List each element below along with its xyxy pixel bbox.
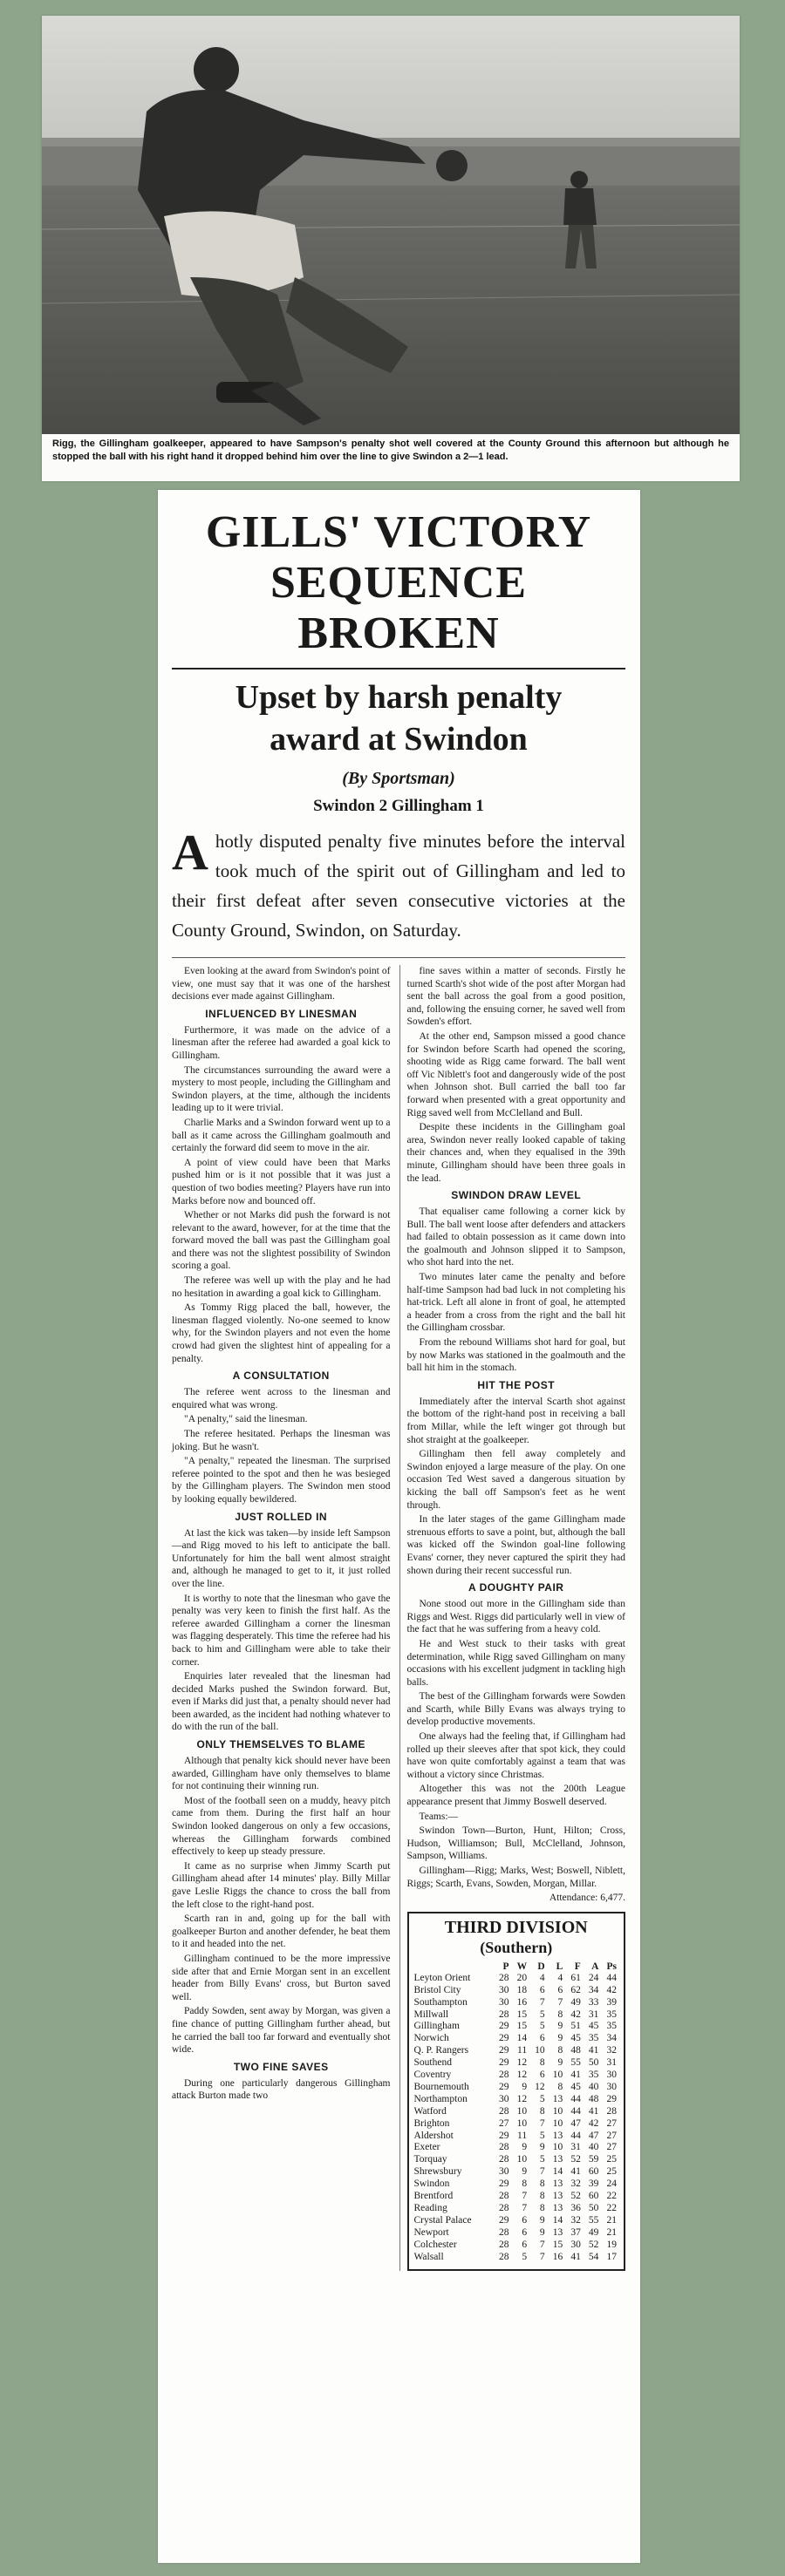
stat-cell: 28 <box>499 2251 509 2262</box>
stat-cell: 10 <box>552 2105 563 2117</box>
crosshead: A CONSULTATION <box>232 1370 330 1383</box>
headline <box>172 507 625 659</box>
stat-cell: 7 <box>539 2166 545 2178</box>
stat-cell: 8 <box>557 2081 563 2092</box>
stat-cell: 24 <box>606 2178 617 2190</box>
team-name-cell: Bristol City <box>413 1984 461 1995</box>
paragraph: The referee was well up with the play and he had no hesitation in awarding a goal kick to Gillingham. <box>172 1275 391 1299</box>
stat-cell: 7 <box>539 1996 545 2008</box>
stat-cell: 40 <box>588 2081 599 2092</box>
paragraph: Enquiries later revealed that the linesman had decided Marks pushed the Swindon forward. But, even if Marks did just that, a penalty should never had been awarded, as the incident had nothing whatever to do with the run of the ball. <box>172 1671 391 1733</box>
paragraph: fine saves within a matter of seconds. Firstly he turned Scarth's shot wide of the post after Morgan had sent the ball across the goal from a good position, and, following the ensuing corner, he saved well from Sowden's effort. <box>406 966 625 1028</box>
table-row <box>414 2178 619 2191</box>
stat-cell: 8 <box>539 2178 545 2190</box>
stat-cell: 44 <box>570 2105 581 2117</box>
stat-cell: 41 <box>570 2251 581 2262</box>
stat-cell: 32 <box>570 2178 581 2190</box>
table-row <box>414 2057 619 2070</box>
stat-cell: 5 <box>522 2251 528 2262</box>
stat-cell: 8 <box>557 2008 563 2020</box>
paragraph: Despite these incidents in the Gillingham goal area, Swindon never really looked capable of taking their chances and, when they equalised in the 39th minute, Gillingham should have been three goals in the lead. <box>406 1122 625 1184</box>
paragraph: The referee went across to the linesman and enquired what was wrong. <box>172 1387 391 1410</box>
stat-cell: 11 <box>517 2045 528 2056</box>
team-name-cell: Gillingham <box>413 2021 460 2032</box>
article-clipping <box>158 490 640 2563</box>
stat-cell: 15 <box>552 2239 563 2250</box>
team-name-cell: Brentford <box>413 2191 454 2202</box>
table-row <box>414 2191 619 2203</box>
stat-cell: 16 <box>516 1996 528 2008</box>
stat-cell: 45 <box>588 2021 599 2032</box>
paragraph: That equaliser came following a corner kick by Bull. The ball went loose after defenders and attackers had failed to obtain possession as it came down into the goalmouth and Johnson slipped it to Sampson, who shot hard into the net. <box>406 1206 625 1268</box>
stat-cell: 29 <box>499 2214 509 2226</box>
table-row <box>414 2203 619 2215</box>
team-name-cell: Colchester <box>413 2239 457 2250</box>
stat-cell: 29 <box>499 2021 509 2032</box>
paragraph: Most of the football seen on a muddy, heavy pitch came from them. During the first half an hour Swindon looked dangerous on only a few occasions, whereas the Gillingham forwards combined effectively to keep up steady pressure. <box>172 1795 391 1858</box>
stat-cell: 27 <box>499 2117 509 2129</box>
stat-cell: 13 <box>552 2191 563 2202</box>
column-header: D <box>537 1961 545 1972</box>
stat-cell: 25 <box>606 2166 617 2178</box>
stat-cell: 28 <box>499 2226 509 2238</box>
article-columns <box>172 957 625 2271</box>
team-name-cell: Brighton <box>413 2117 450 2129</box>
paragraph: It came as no surprise when Jimmy Scarth put Gillingham ahead after 14 minutes' play. Billy Millar gave Leslie Riggs the chance to cross the ball from the left close to the right-hand post. <box>172 1860 391 1910</box>
stat-cell: 4 <box>557 1972 563 1983</box>
team-name-cell: Swindon <box>413 2178 450 2190</box>
stat-cell: 13 <box>552 2130 563 2141</box>
crosshead: A DOUGHTY PAIR <box>468 1581 564 1594</box>
stat-cell: 44 <box>570 2093 581 2104</box>
stat-cell: 30 <box>606 2070 617 2081</box>
stat-cell: 13 <box>552 2093 563 2104</box>
stat-cell: 8 <box>539 2105 545 2117</box>
team-lineup-swindon: Swindon Town—Burton, Hunt, Hilton; Cross, Hudson, Williamson; Bull, McClelland, Johnson, Sampson, Williams. <box>406 1825 625 1862</box>
stat-cell: 20 <box>516 1972 528 1983</box>
drop-cap: A <box>172 824 208 880</box>
stat-cell: 28 <box>499 1972 509 1983</box>
league-table-header <box>414 1961 619 1973</box>
stat-cell: 8 <box>522 2178 528 2190</box>
team-name-cell: Crystal Palace <box>413 2214 472 2226</box>
crosshead: INFLUENCED BY LINESMAN <box>205 1007 358 1020</box>
stat-cell: 14 <box>516 2033 528 2044</box>
stat-cell: 7 <box>522 2191 528 2202</box>
stat-cell: 41 <box>588 2045 599 2056</box>
subheadline <box>172 676 625 760</box>
stat-cell: 29 <box>499 2033 509 2044</box>
paragraph: One always had the feeling that, if Gillingham had rolled up their sleeves after that spot kick, they could have won quite comfortably against a team that was without a victory since Christmas. <box>406 1731 625 1780</box>
stat-cell: 10 <box>516 2105 528 2117</box>
paragraph: Paddy Sowden, sent away by Morgan, was given a fine chance of putting Gillingham further ahead, but he carried the ball too far forward and eventually shot wide. <box>172 2006 391 2056</box>
stat-cell: 16 <box>552 2251 563 2262</box>
paragraph: In the later stages of the game Gillingham made strenuous efforts to save a point, but, although the ball was kicked off the Swindon goal-line following Evans' corner, they never captured the spirit they had shown during their recent successful run. <box>406 1514 625 1576</box>
stat-cell: 9 <box>522 2142 528 2153</box>
table-row <box>414 2166 619 2178</box>
stat-cell: 42 <box>606 1984 617 1995</box>
attendance: Attendance: 6,477. <box>549 1893 625 1904</box>
stat-cell: 7 <box>522 2203 528 2213</box>
stat-cell: 34 <box>588 1984 599 1995</box>
stat-cell: 42 <box>588 2117 599 2129</box>
table-row <box>414 2070 619 2082</box>
table-row <box>414 2240 619 2252</box>
league-table-box <box>407 1912 626 2271</box>
table-row <box>414 2252 619 2264</box>
stat-cell: 18 <box>516 1984 528 1995</box>
stat-cell: 28 <box>499 2154 509 2165</box>
stat-cell: 13 <box>552 2178 563 2190</box>
stat-cell: 45 <box>570 2033 581 2044</box>
stat-cell: 5 <box>539 2021 545 2032</box>
stat-cell: 22 <box>606 2191 617 2202</box>
paragraph: Gillingham then fell away completely and Swindon enjoyed a large measure of the play. On one occasion Ted West saved a dangerous situation by kicking the ball off Sampson's feet as he went through. <box>406 1449 625 1511</box>
stat-cell: 28 <box>499 2105 509 2117</box>
table-row <box>414 2106 619 2118</box>
paragraph: Whether or not Marks did push the forward is not relevant to the award, however, for at the time that the forward moved the ball was past the Gillingham goal and there was not the slightest possibility of Swindon scoring a goal. <box>172 1210 391 1272</box>
match-score: Swindon 2 Gillingham 1 <box>313 797 484 815</box>
table-row <box>414 2094 619 2106</box>
stat-cell: 39 <box>606 1996 617 2008</box>
team-name-cell: Shrewsbury <box>413 2166 462 2178</box>
team-name-cell: Southend <box>413 2057 452 2069</box>
paragraph: "A penalty," said the linesman. <box>184 1414 308 1425</box>
team-name-cell: Q. P. Rangers <box>413 2045 469 2056</box>
paragraph: Immediately after the interval Scarth shot against the bottom of the right-hand post in receiving a ball from Millar, while the left winger got through but shot straight at the goalkeeper. <box>406 1396 625 1445</box>
crosshead: ONLY THEMSELVES TO BLAME <box>196 1738 366 1751</box>
stat-cell: 52 <box>588 2239 599 2250</box>
stat-cell: 6 <box>522 2214 528 2226</box>
team-name-cell: Coventry <box>413 2070 452 2081</box>
team-name-cell: Millwall <box>413 2008 449 2020</box>
stat-cell: 60 <box>588 2191 599 2202</box>
stat-cell: 49 <box>570 1996 581 2008</box>
paragraph: As Tommy Rigg placed the ball, however, the linesman flagged violently. No-one seemed to know why, for the Swindon players and not even the home crowd had given the slightest hint of appealing for a penalty. <box>172 1302 391 1364</box>
paragraph: Altogether this was not the 200th League appearance present that Jimmy Boswell deserved. <box>406 1784 625 1808</box>
stat-cell: 28 <box>499 2191 509 2202</box>
stat-cell: 19 <box>606 2239 617 2250</box>
stat-cell: 59 <box>588 2154 599 2165</box>
stat-cell: 17 <box>606 2251 617 2262</box>
stat-cell: 4 <box>539 1972 545 1983</box>
stat-cell: 27 <box>606 2117 617 2129</box>
stat-cell: 6 <box>522 2239 528 2250</box>
lead-paragraph <box>172 826 625 945</box>
stat-cell: 48 <box>588 2093 599 2104</box>
league-table-title: THIRD DIVISION <box>444 1917 588 1937</box>
stat-cell: 7 <box>539 2117 545 2129</box>
team-name-cell: Torquay <box>413 2154 447 2165</box>
team-name-cell: Norwich <box>413 2033 449 2044</box>
stat-cell: 15 <box>516 2021 528 2032</box>
teams-label: Teams:— <box>419 1811 459 1822</box>
stat-cell: 55 <box>588 2214 599 2226</box>
table-row <box>414 2118 619 2131</box>
stat-cell: 5 <box>539 2130 545 2141</box>
stat-cell: 9 <box>557 2021 563 2032</box>
table-row <box>414 2082 619 2094</box>
table-row <box>414 2154 619 2166</box>
stat-cell: 21 <box>606 2226 617 2238</box>
paragraph: None stood out more in the Gillingham side than Riggs and West. Riggs did particularly well in view of the fact that he was suffering from a heavy cold. <box>406 1599 625 1635</box>
stat-cell: 28 <box>499 2239 509 2250</box>
stat-cell: 47 <box>588 2130 599 2141</box>
stat-cell: 10 <box>552 2142 563 2153</box>
stat-cell: 6 <box>522 2226 528 2238</box>
column-header: Ps <box>606 1961 617 1972</box>
table-row <box>414 2215 619 2227</box>
column-header <box>414 1961 493 1973</box>
stat-cell: 9 <box>522 2166 528 2178</box>
stat-cell: 32 <box>606 2045 617 2056</box>
table-row <box>414 2033 619 2045</box>
stat-cell: 21 <box>606 2214 617 2226</box>
stat-cell: 27 <box>606 2142 617 2153</box>
paragraph: Two minutes later came the penalty and before half-time Sampson had bad luck in not completing his hat-trick. Left all alone in front of goal, he attempted a header from a cross from the right and the ball hit the Gillingham crossbar. <box>406 1272 625 1334</box>
stat-cell: 9 <box>557 2057 563 2069</box>
stat-cell: 12 <box>516 2070 528 2081</box>
column-header: W <box>516 1961 528 1972</box>
stat-cell: 28 <box>499 2142 509 2153</box>
team-lineup-gillingham: Gillingham—Rigg; Marks, West; Boswell, Niblett, Riggs; Scarth, Evans, Sowden, Morgan, Millar. <box>406 1866 625 1889</box>
paragraph: Gillingham continued to be the more impressive side after that and Ernie Morgan sent in an excellent header from Billy Evans' cross, but Burton saved well. <box>172 1953 391 2002</box>
stat-cell: 15 <box>516 2008 528 2020</box>
stat-cell: 8 <box>539 2191 545 2202</box>
stat-cell: 7 <box>539 2251 545 2262</box>
paragraph: The referee hesitated. Perhaps the linesman was joking. But he wasn't. <box>172 1429 391 1452</box>
stat-cell: 45 <box>570 2081 581 2092</box>
paragraph: He and West stuck to their tasks with great determination, while Rigg saved Gillingham on many occasions with his excellent judgment in tackling high balls. <box>406 1638 625 1688</box>
crosshead: HIT THE POST <box>477 1378 556 1391</box>
stat-cell: 9 <box>539 2142 545 2153</box>
table-row <box>414 2131 619 2143</box>
team-name-cell: Southampton <box>413 1996 468 2008</box>
table-row <box>414 1997 619 2009</box>
paragraph: The circumstances surrounding the award were a mystery to most people, including the Gillingham and Swindon players, at the time, although the incidents leading up to it were trivial. <box>172 1064 391 1114</box>
stat-cell: 6 <box>557 1984 563 1995</box>
byline: (By Sportsman) <box>342 769 455 788</box>
stat-cell: 11 <box>517 2130 528 2141</box>
stat-cell: 35 <box>588 2033 599 2044</box>
stat-cell: 30 <box>570 2239 581 2250</box>
divider <box>172 668 625 669</box>
stat-cell: 5 <box>539 2154 545 2165</box>
stat-cell: 10 <box>516 2117 528 2129</box>
stat-cell: 31 <box>588 2008 599 2020</box>
headline-line-2: SEQUENCE BROKEN <box>270 558 528 658</box>
stat-cell: 35 <box>606 2008 617 2020</box>
paragraph: Charlie Marks and a Swindon forward went up to a ball as it came across the Gillingham goalmouth and certainly the forward did seem to move in the air. <box>172 1117 391 1154</box>
paragraph: "A penalty," repeated the linesman. The surprised referee pointed to the spot and then he was besieged by the Gillingham players. The Swindon men stood by looking equally bewildered. <box>172 1456 391 1505</box>
team-name-cell: Aldershot <box>413 2130 454 2141</box>
table-row <box>414 2009 619 2022</box>
stat-cell: 7 <box>557 1996 563 2008</box>
stat-cell: 22 <box>606 2203 617 2213</box>
paragraph: Even looking at the award from Swindon's point of view, one must say that it was one of the harshest decisions ever made against Gillingham. <box>172 966 391 1003</box>
stat-cell: 7 <box>539 2239 545 2250</box>
stat-cell: 29 <box>499 2081 509 2092</box>
team-name-cell: Newport <box>413 2226 449 2238</box>
stat-cell: 30 <box>499 1984 509 1995</box>
stat-cell: 30 <box>499 2093 509 2104</box>
stat-cell: 10 <box>516 2154 528 2165</box>
stat-cell: 44 <box>606 1972 617 1983</box>
stat-cell: 29 <box>499 2130 509 2141</box>
stat-cell: 9 <box>539 2214 545 2226</box>
league-table <box>414 1961 619 2264</box>
column-right <box>399 965 626 2271</box>
stat-cell: 39 <box>588 2178 599 2190</box>
stat-cell: 25 <box>606 2154 617 2165</box>
crosshead: TWO FINE SAVES <box>233 2060 329 2073</box>
stat-cell: 44 <box>570 2130 581 2141</box>
stat-cell: 51 <box>570 2021 581 2032</box>
stat-cell: 10 <box>552 2070 563 2081</box>
paragraph: Furthermore, it was made on the advice of a linesman after the referee had awarded a goal kick to Gillingham. <box>172 1024 391 1061</box>
stat-cell: 8 <box>539 2203 545 2213</box>
stat-cell: 5 <box>539 2008 545 2020</box>
team-name-cell: Walsall <box>413 2251 444 2262</box>
column-header: A <box>591 1961 599 1972</box>
stat-cell: 5 <box>539 2093 545 2104</box>
stat-cell: 8 <box>557 2045 563 2056</box>
stat-cell: 36 <box>570 2203 581 2213</box>
stat-cell: 14 <box>552 2214 563 2226</box>
paragraph: A point of view could have been that Marks pushed him or is it not possible that it was just a question of two bodies meeting? Players have run into Marks before now and bounced off. <box>172 1157 391 1206</box>
paragraph: At the other end, Sampson missed a good chance for Swindon before Scarth had opened the scoring, shooting wide as Rigg came forward. The ball went off Vic Niblett's foot and dangerously wide of the post when Johnson shot. Bull carried the ball too far forward when presented with a great opportunity and Rigg saved well from McClelland and Bull. <box>406 1030 625 1118</box>
team-name-cell: Northampton <box>413 2093 468 2104</box>
league-table-subtitle: (Southern) <box>480 1938 553 1956</box>
goalkeeper-photo <box>42 16 740 434</box>
stat-cell: 41 <box>570 2166 581 2178</box>
team-name-cell: Watford <box>413 2105 447 2117</box>
stat-cell: 13 <box>552 2203 563 2213</box>
table-row <box>414 2227 619 2240</box>
stat-cell: 24 <box>588 1972 599 1983</box>
paragraph: From the rebound Williams shot hard for goal, but by now Marks was stationed in the goalmouth and the ball hit him in the stomach. <box>406 1337 625 1374</box>
stat-cell: 29 <box>606 2093 617 2104</box>
team-name-cell: Leyton Orient <box>413 1972 471 1983</box>
stat-cell: 47 <box>570 2117 581 2129</box>
crosshead: SWINDON DRAW LEVEL <box>451 1189 582 1202</box>
subheadline-line-1: Upset by harsh penalty <box>235 679 563 716</box>
paragraph: It is worthy to note that the linesman who gave the penalty was very keen to finish the first half. As the referee awarded Gillingham a corner the linesman was flagging desperately. This time the referee had his back to him and Gillingham were able to take their corner. <box>172 1593 391 1668</box>
stat-cell: 61 <box>570 1972 581 1983</box>
stat-cell: 29 <box>499 2057 509 2069</box>
column-left <box>172 965 391 2271</box>
stat-cell: 41 <box>588 2105 599 2117</box>
stat-cell: 52 <box>570 2191 581 2202</box>
stat-cell: 6 <box>539 1984 545 1995</box>
stat-cell: 27 <box>606 2130 617 2141</box>
stat-cell: 29 <box>499 2178 509 2190</box>
team-name-cell: Reading <box>413 2203 447 2213</box>
stat-cell: 29 <box>499 2045 509 2056</box>
stat-cell: 42 <box>570 2008 581 2020</box>
league-table-body <box>414 1973 619 2264</box>
stat-cell: 12 <box>535 2081 545 2092</box>
table-row <box>414 1973 619 1985</box>
paragraph: Although that penalty kick should never have been awarded, Gillingham have only themselves to blame for not continuing their winning run. <box>172 1756 391 1792</box>
stat-cell: 6 <box>539 2033 545 2044</box>
stat-cell: 14 <box>552 2166 563 2178</box>
team-name-cell: Exeter <box>413 2142 440 2153</box>
stat-cell: 8 <box>539 2057 545 2069</box>
stat-cell: 30 <box>606 2081 617 2092</box>
stat-cell: 28 <box>606 2105 617 2117</box>
stat-cell: 32 <box>570 2214 581 2226</box>
stat-cell: 28 <box>499 2203 509 2213</box>
stat-cell: 12 <box>516 2057 528 2069</box>
stat-cell: 9 <box>557 2033 563 2044</box>
stat-cell: 54 <box>588 2251 599 2262</box>
team-name-cell: Bournemouth <box>413 2081 469 2092</box>
article-body <box>172 502 625 2271</box>
paragraph: During one particularly dangerous Gillingham attack Burton made two <box>172 2077 391 2102</box>
stat-cell: 50 <box>588 2203 599 2213</box>
table-row <box>414 1985 619 1997</box>
photo-clipping <box>42 16 740 481</box>
stat-cell: 9 <box>539 2226 545 2238</box>
column-header: L <box>556 1961 563 1972</box>
paragraph: At last the kick was taken—by inside left Sampson—and Rigg moved to his left to anticipate the ball. Unfortunately for him the ball went almost straight and, although he managed to get to it, it just rolled over the line. <box>172 1527 391 1589</box>
stat-cell: 10 <box>552 2117 563 2129</box>
stat-cell: 13 <box>552 2154 563 2165</box>
stat-cell: 52 <box>570 2154 581 2165</box>
stat-cell: 9 <box>522 2081 528 2092</box>
stat-cell: 35 <box>606 2021 617 2032</box>
stat-cell: 30 <box>499 1996 509 2008</box>
stat-cell: 12 <box>516 2093 528 2104</box>
team-lineups <box>407 1811 626 1905</box>
stat-cell: 28 <box>499 2008 509 2020</box>
stat-cell: 41 <box>570 2070 581 2081</box>
headline-line-1: GILLS' VICTORY <box>205 507 592 557</box>
stat-cell: 31 <box>606 2057 617 2069</box>
paragraph: The best of the Gillingham forwards were Sowden and Scarth, while Billy Evans was always trying to develop productive movements. <box>406 1691 625 1728</box>
table-row <box>414 2142 619 2154</box>
stat-cell: 10 <box>535 2045 545 2056</box>
stat-cell: 30 <box>499 2166 509 2178</box>
crosshead: JUST ROLLED IN <box>235 1510 328 1523</box>
column-header: F <box>574 1961 581 1972</box>
stat-cell: 37 <box>570 2226 581 2238</box>
stat-cell: 60 <box>588 2166 599 2178</box>
stat-cell: 33 <box>588 1996 599 2008</box>
stat-cell: 40 <box>588 2142 599 2153</box>
stat-cell: 48 <box>570 2045 581 2056</box>
stat-cell: 13 <box>552 2226 563 2238</box>
stat-cell: 31 <box>570 2142 581 2153</box>
stat-cell: 34 <box>606 2033 617 2044</box>
table-row <box>414 2021 619 2033</box>
stat-cell: 35 <box>588 2070 599 2081</box>
stat-cell: 50 <box>588 2057 599 2069</box>
photo-caption: Rigg, the Gillingham goalkeeper, appeared to have Sampson's penalty shot well covered at the County Ground this afternoon but although he stopped the ball with his right hand it dropped behind him over the line to give Swindon a 2—1 lead. <box>52 438 729 462</box>
stat-cell: 28 <box>499 2070 509 2081</box>
table-row <box>414 2045 619 2057</box>
column-header: P <box>502 1961 509 1972</box>
lead-text: hotly disputed penalty five minutes before the interval took much of the spirit out of Gillingham and led to their first defeat after seven consecutive victories at the County Ground, Swindon, on Saturday. <box>172 831 625 941</box>
subheadline-line-2: award at Swindon <box>270 721 528 758</box>
paragraph: Scarth ran in and, going up for the ball with goalkeeper Burton and another defender, he beat them to it and headed into the net. <box>172 1913 391 1950</box>
stat-cell: 49 <box>588 2226 599 2238</box>
stat-cell: 62 <box>570 1984 581 1995</box>
stat-cell: 6 <box>539 2070 545 2081</box>
stat-cell: 55 <box>570 2057 581 2069</box>
